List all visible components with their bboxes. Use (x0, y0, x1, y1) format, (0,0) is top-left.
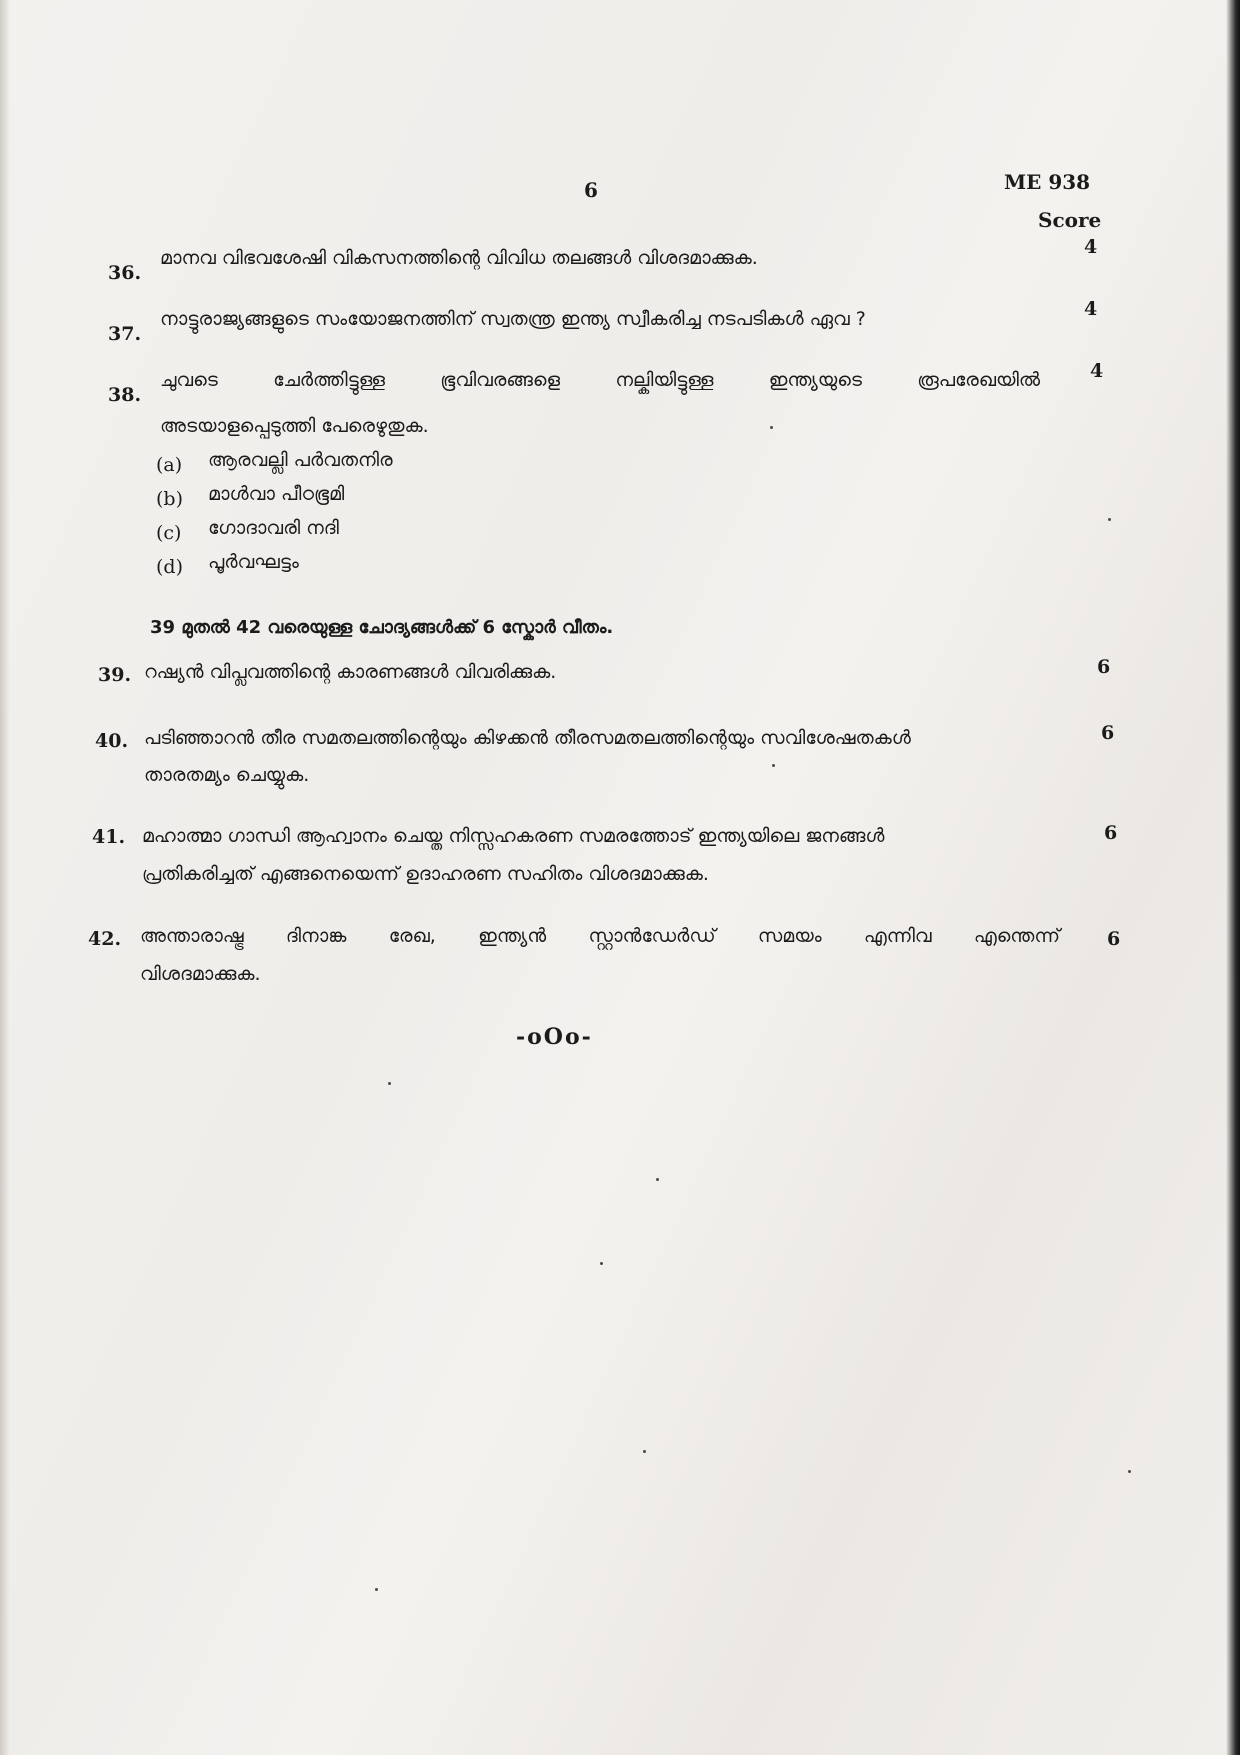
paper-speck (656, 1178, 659, 1181)
option-letter: (c) (156, 522, 182, 544)
paper-speck (772, 764, 775, 767)
paper-code: ME 938 (1004, 170, 1091, 194)
question-text: നാട്ടുരാജ്യങ്ങളുടെ സംയോജനത്തിന് സ്വതന്ത്ര ഇന്ത്യ സ്വീകരിച്ച നടപടികൾ ഏവ ? (160, 308, 866, 330)
question-score: 6 (1097, 656, 1111, 678)
paper-speck (770, 426, 773, 429)
score-heading: Score (1038, 208, 1102, 232)
question-number: 39. (98, 664, 132, 686)
paper-speck (600, 1262, 603, 1265)
question-number: 41. (92, 826, 126, 848)
paper-shadow-left (0, 0, 10, 1755)
question-text-continued: പ്രതികരിച്ചത് എങ്ങനെയെന്ന് ഉദാഹരണ സഹിതം വിശദമാക്കുക. (142, 863, 709, 885)
question-text: മഹാത്മാ ഗാന്ധി ആഹ്വാനം ചെയ്ത നിസ്സഹകരണ സമരത്തോട് ഇന്ത്യയിലെ ജനങ്ങൾ (142, 825, 885, 847)
question-text: മാനവ വിഭവശേഷി വികസനത്തിന്റെ വിവിധ തലങ്ങൾ വിശദമാക്കുക. (160, 247, 758, 269)
paper-speck (1128, 1470, 1131, 1473)
question-number: 42. (88, 928, 122, 950)
question-score: 4 (1084, 236, 1098, 258)
question-text: റഷ്യൻ വിപ്ലവത്തിന്റെ കാരണങ്ങൾ വിവരിക്കുക. (144, 661, 557, 683)
section-instruction: 39 മുതൽ 42 വരെയുള്ള ചോദ്യങ്ങൾക്ക് 6 സ്കോർ വീതം. (150, 617, 614, 638)
paper-speck (643, 1450, 646, 1453)
paper-speck (375, 1588, 378, 1591)
option-text: ഗോദാവരി നദി (208, 517, 339, 539)
paper-speck (1108, 518, 1111, 521)
question-number: 38. (108, 384, 142, 406)
question-text-continued: അടയാളപ്പെടുത്തി പേരെഴുതുക. (160, 415, 429, 437)
question-score: 6 (1104, 822, 1118, 844)
option-text: മാൾവാ പീഠഭൂമി (208, 483, 345, 505)
option-text: ആരവല്ലി പർവതനിര (208, 449, 393, 471)
option-letter: (d) (156, 556, 183, 578)
question-score: 6 (1107, 928, 1121, 950)
paper-speck (388, 1082, 391, 1085)
question-score: 4 (1084, 298, 1098, 320)
paper-shadow-right (1226, 0, 1240, 1755)
option-letter: (a) (156, 454, 183, 476)
question-number: 37. (108, 323, 142, 345)
end-of-paper-mark: -oOo- (516, 1024, 593, 1050)
page-number: 6 (584, 178, 598, 202)
question-score: 6 (1101, 722, 1115, 744)
option-letter: (b) (156, 488, 183, 510)
option-text: പൂർവഘട്ടം (208, 551, 299, 573)
question-text-continued: താരതമ്യം ചെയ്യുക. (144, 764, 310, 786)
question-number: 36. (108, 262, 142, 284)
question-text: ചുവടെ ചേർത്തിട്ടുള്ള ഭൂവിവരങ്ങളെ നല്കിയിട്ടുള്ള ഇന്ത്യയുടെ രൂപരേഖയിൽ (160, 369, 1040, 391)
question-text: അന്താരാഷ്ട്ര ദിനാങ്ക രേഖ, ഇന്ത്യൻ സ്റ്റാൻഡേർഡ് സമയം എന്നിവ എന്തെന്ന് (140, 925, 1060, 947)
question-score: 4 (1090, 360, 1104, 382)
question-number: 40. (95, 730, 129, 752)
question-text-continued: വിശദമാക്കുക. (140, 963, 261, 985)
question-text: പടിഞ്ഞാറൻ തീര സമതലത്തിന്റെയും കിഴക്കൻ തീരസമതലത്തിന്റെയും സവിശേഷതകൾ (144, 727, 911, 749)
